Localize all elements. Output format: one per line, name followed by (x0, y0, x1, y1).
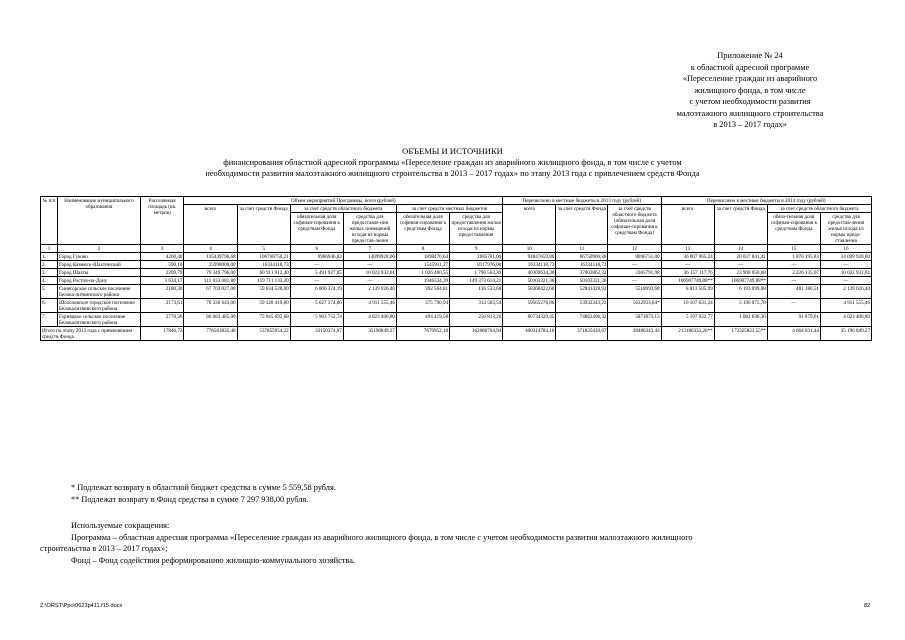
column-number: 1 (41, 245, 58, 253)
header-t14-regional: за счет средств областного бюджета (767, 205, 871, 213)
table-cell: 3 634,17 (140, 277, 184, 285)
total-cell: 173325823,55** (714, 327, 767, 341)
municipality-name: Город Шахты (58, 269, 141, 277)
abbreviations-heading: Используемые сокращения: (71, 521, 170, 530)
column-number: 13 (661, 245, 714, 253)
header-loc-cofin: обязательная доля софинан-сирования к средствам Фонда (396, 213, 449, 245)
municipality-name: Шолоховское городское поселение Белокалитвинского района (58, 299, 141, 313)
table-cell: 25998006,00 (184, 261, 237, 269)
table-cell: 311 033 081,80 (184, 277, 237, 285)
row-number: 4. (41, 277, 58, 285)
table-row (41, 253, 872, 261)
column-number: 14 (714, 245, 767, 253)
appendix-line: к областной адресной программе (690, 62, 810, 72)
municipality-name: Горняцкое сельское поселение Белокалитвинского района (58, 313, 141, 327)
table-cell: 8117976,00 (450, 261, 503, 269)
table-row (41, 313, 872, 327)
table-cell: 37003862,32 (556, 269, 608, 277)
table-cell: — (290, 261, 343, 269)
document-title: ОБЪЕМЫ И ИСТОЧНИКИ (402, 146, 503, 156)
header-t13-total: всего (503, 205, 556, 245)
subtitle-line-1: финансирования областной адресной программы «Переселение граждан из аварийного жилищного фонда, в том числе с учетом (223, 158, 682, 167)
column-number: 5 (237, 245, 290, 253)
row-number: 7. (41, 313, 58, 327)
table-cell: — (343, 277, 396, 285)
header-reg-extra: средства для предоставле-ния жилых помещений исходя из нормы предостав-ления (343, 213, 396, 245)
table-cell: 149 373 614,21 (450, 277, 503, 285)
municipality-name: Город Гуково (58, 253, 141, 261)
abbreviation-program: Программа – областная адресная программа «Переселение граждан из аварийного жилищного фонда, в том числе с учетом необходимости развития малоэтажного жилищного (71, 533, 693, 542)
table-cell: 2778,36 (140, 313, 184, 327)
municipality-name: Синегорское сельское поселение Белока-литвинского района (58, 285, 141, 299)
total-cell: 213186333,26** (661, 327, 714, 341)
municipality-name: Город Каменск-Шахтинский (58, 261, 141, 269)
table-cell: 135439796,68 (184, 253, 237, 261)
municipality-name: Город Ростов-на-Дону (58, 277, 141, 285)
table-cell: 58360422,60 (503, 285, 556, 299)
table-cell: 59 128 419,00 (237, 299, 290, 313)
table-cell: 4 911 555,46 (820, 299, 871, 313)
table-cell: — (608, 261, 661, 269)
table-cell: 23 908 050,08 (714, 269, 767, 277)
header-t13-regional: за счет средств областного бюджета (обязательная доля софинан-сирования к средствам Фонда) (608, 205, 661, 245)
table-cell: 375 790,94 (396, 299, 449, 313)
table-cell: 80734329,45 (503, 313, 556, 327)
table-cell: — (661, 261, 714, 269)
table-cell: 5 627 374,06 (290, 299, 343, 313)
header-t14-reg-extra: средства для предостав-ления жилья исходя из нормы предо-ставления (820, 213, 871, 245)
table-cell: 2685701,00 (450, 253, 503, 261)
table-cell: 9966946,83 (290, 253, 343, 261)
column-number: 6 (290, 245, 343, 253)
header-t14-total: всего (661, 205, 714, 245)
table-cell: 75 945 692,68 (237, 313, 290, 327)
page-number: 82 (864, 603, 871, 609)
column-number: 7 (343, 245, 396, 253)
table-row (41, 269, 872, 277)
table-cell: 256 813,20 (450, 313, 503, 327)
row-number: 2. (41, 261, 58, 269)
header-program-volume: Объем мероприятий Программы, всего (рублей) (184, 197, 503, 205)
appendix-line: с учетом необходимости развития (689, 97, 811, 106)
table-cell: 67 703 027,00 (184, 285, 237, 299)
table-cell: 10 022 932,61 (343, 269, 396, 277)
table-cell: 4260,40 (140, 253, 184, 261)
column-number: 2 (58, 245, 141, 253)
table-cell: 91 879,61 (767, 313, 820, 327)
table-cell: 79 349 796,00 (184, 269, 237, 277)
column-number: 11 (556, 245, 608, 253)
total-cell: 537855954,22 (237, 327, 290, 341)
header-t13-fund: за счет средств Фонда (556, 205, 608, 245)
table-cell: — (290, 277, 343, 285)
table-cell: 2 226 135,07 (767, 269, 820, 277)
note-regional-return: * Подлежат возврату в областной бюджет средства в сумме 5 559,58 рубля. (71, 483, 336, 492)
header-local-budgets: за счет средств местных бюджетов (396, 205, 502, 213)
table-cell: 8096751,00 (608, 253, 661, 261)
table-cell: 36 157 117,76 (661, 269, 714, 277)
table-cell: 53932343,22 (556, 299, 608, 313)
subtitle-line-2: необходимости развития малоэтажного жилищного строительства в 2013 – 2017 годах» по этапу 2013 года с привлечением средств Фонда (205, 169, 700, 178)
table-cell: 8 813 505,99 (661, 285, 714, 299)
table-cell: 2 139 026,40 (343, 285, 396, 299)
table-cell: 10 107 631,24 (661, 299, 714, 313)
table-cell: 494 419,58 (396, 313, 449, 327)
header-t14-reg-cofin: обяза-тельная доля софинан-сирования к средствам Фонда (767, 213, 820, 245)
table-cell: 14 099 928,00 (820, 253, 871, 261)
table-cell: — (767, 277, 820, 285)
document-subtitle (40, 157, 865, 179)
table-cell: 50103321,36 (503, 277, 556, 285)
table-cell: 2180,30 (140, 285, 184, 299)
table-cell: 106907749,88** (661, 277, 714, 285)
header-area: Расселяемая площадь (кв. метров) (140, 197, 184, 245)
total-cell: 4 664 031,44 (767, 327, 820, 341)
column-number: 16 (820, 245, 871, 253)
table-cell: 4 911 555,46 (343, 299, 396, 313)
header-total: всего (184, 205, 237, 245)
table-cell: 14099928,00 (343, 253, 396, 261)
table-cell: 16334118,73 (503, 261, 556, 269)
column-number: 3 (140, 245, 184, 253)
table-cell: 106768750,21 (237, 253, 290, 261)
header-no: № п/п (41, 197, 58, 245)
total-cell: 7679952,18 (396, 327, 449, 341)
table-cell: 106907749,88** (714, 277, 767, 285)
table-cell: 1898470,64 (396, 253, 449, 261)
appendix-line: малоэтажного жилищного строительства (676, 108, 824, 118)
header-transfer-2013: Перечислено в местные бюджеты в 2013 году (рублей) (503, 197, 661, 205)
table-cell: 1 026 460,55 (396, 269, 449, 277)
table-cell: 3365791,98 (608, 269, 661, 277)
row-number: 6. (41, 299, 58, 313)
appendix-line: в 2013 – 2017 годах» (713, 120, 787, 129)
total-label: Итого по этапу 2013 года с привлечением средств Фонда (41, 327, 141, 341)
table-cell: 5518993,68 (608, 285, 661, 299)
header-t14-fund: за счет средств Фонда (714, 205, 767, 245)
total-cell: 17846,73 (140, 327, 184, 341)
table-cell: 1 870 195,83 (767, 253, 820, 261)
table-cell: 5 963 752,74 (290, 313, 343, 327)
table-cell: 2209,79 (140, 269, 184, 277)
table-cell: — (820, 261, 871, 269)
row-number: 3. (41, 269, 58, 277)
table-cell: — (343, 261, 396, 269)
table-cell: 6 000 374,19 (290, 285, 343, 299)
table-cell: — (714, 261, 767, 269)
table-cell: — (820, 277, 871, 285)
total-cell: 400314783,10 (503, 327, 556, 341)
table-row (41, 285, 872, 299)
total-cell: 35 196 849,27 (820, 327, 871, 341)
header-regional-budget: за счет средств областного бюджета (290, 205, 396, 213)
table-cell: 52841428,92 (556, 285, 608, 299)
table-cell: 16334118,73 (556, 261, 608, 269)
column-number: 12 (608, 245, 661, 253)
row-number: 1. (41, 253, 58, 261)
table-cell: 5 491 927,05 (290, 269, 343, 277)
table-cell: 4 023 406,80 (820, 313, 871, 327)
table-cell: 36 007 965,24 (661, 253, 714, 261)
column-number: 8 (396, 245, 449, 253)
column-number: 10 (503, 245, 556, 253)
table-cell: 5632933,64* (608, 299, 661, 313)
table-cell: 10 022 932,61 (820, 269, 871, 277)
total-cell: 162680704,94 (450, 327, 503, 341)
table-cell: 1545911,27 (396, 261, 449, 269)
total-cell: 371825439,67 (556, 327, 608, 341)
column-number-row (41, 245, 872, 253)
table-cell: 59 634 528,00 (237, 285, 290, 299)
column-number: 15 (767, 245, 820, 253)
table-cell: — (608, 277, 661, 285)
table-cell: 590,10 (140, 261, 184, 269)
header-transfer-2014: Перечислено в местные бюджеты в 2014 году (рублей) (661, 197, 871, 205)
table-cell: 86750906,80 (556, 253, 608, 261)
table-row (41, 261, 872, 269)
appendix-block (600, 50, 900, 131)
table-cell: 70 336 643,00 (184, 299, 237, 313)
table-cell: 16334118,73 (237, 261, 290, 269)
table-cell: 1 082 636,36 (714, 313, 767, 327)
table-cell: 392 564,81 (396, 285, 449, 299)
abbreviation-program-cont: строительства в 2013 – 2017 годах»; (40, 544, 168, 553)
table-cell: 5 197 922,77 (661, 313, 714, 327)
table-cell: — (767, 299, 820, 313)
table-cell: 6 193 099,08 (714, 285, 767, 299)
table-cell: 74862496,32 (556, 313, 608, 327)
table-cell: 86 683 485,00 (184, 313, 237, 327)
table-cell: 1946334,39 (396, 277, 449, 285)
row-number: 5. (41, 285, 58, 299)
total-row (41, 327, 872, 341)
footer-file-path: Z:\ORST\Ppo\0623p411.f15.docx (40, 603, 123, 609)
financing-table (40, 196, 872, 341)
table-row (41, 277, 872, 285)
header-municipality: Наименование муниципального образования (58, 197, 141, 245)
table-cell: 94847659,80 (503, 253, 556, 261)
table-cell: 40369634,30 (503, 269, 556, 277)
table-cell: — (767, 261, 820, 269)
table-cell: 60 911 912,40 (237, 269, 290, 277)
table-cell: 5871873,13 (608, 313, 661, 327)
table-cell: 481 380,51 (767, 285, 820, 299)
total-cell: 35196849,27 (343, 327, 396, 341)
total-cell: 776563835,48 (184, 327, 237, 341)
table-cell: 1 796 563,39 (450, 269, 503, 277)
total-cell: 28486343,43 (608, 327, 661, 341)
appendix-line: Приложение № 24 (717, 51, 783, 60)
header-fund: за счет средств Фонда (237, 205, 290, 245)
appendix-line: «Переселение граждан из аварийного (682, 74, 818, 83)
table-cell: 4 023 406,80 (343, 313, 396, 327)
table-cell: 2 139 026,40 (820, 285, 871, 299)
note-fund-return: ** Подлежат возврату в Фонд средства в сумме 7 297 938,00 рубля. (71, 495, 309, 504)
header-loc-extra: средства для предоставления жилья исходя из нормы предоставления (450, 213, 503, 245)
column-number: 4 (184, 245, 237, 253)
table-cell: 50103321,36 (556, 277, 608, 285)
table-cell: 313 503,54 (450, 299, 503, 313)
table-cell: 20 037 841,41 (714, 253, 767, 261)
header-reg-cofin: обязательная доля софинан-сирования к средствам Фонда (290, 213, 343, 245)
table-cell: 136 533,60 (450, 285, 503, 299)
total-cell: 33150374,87 (290, 327, 343, 341)
appendix-line: жилищного фонда, в том числе (694, 85, 806, 95)
table-row (41, 299, 872, 313)
table-cell: 59565276,86 (503, 299, 556, 313)
table-cell: 2173,61 (140, 299, 184, 313)
column-number: 9 (450, 245, 503, 253)
table-cell: 159 711 133,20 (237, 277, 290, 285)
abbreviation-fund: Фонд – Фонд содействия реформированию жилищно-коммунального хозяйства. (71, 556, 355, 565)
table-cell: 5 196 075,78 (714, 299, 767, 313)
